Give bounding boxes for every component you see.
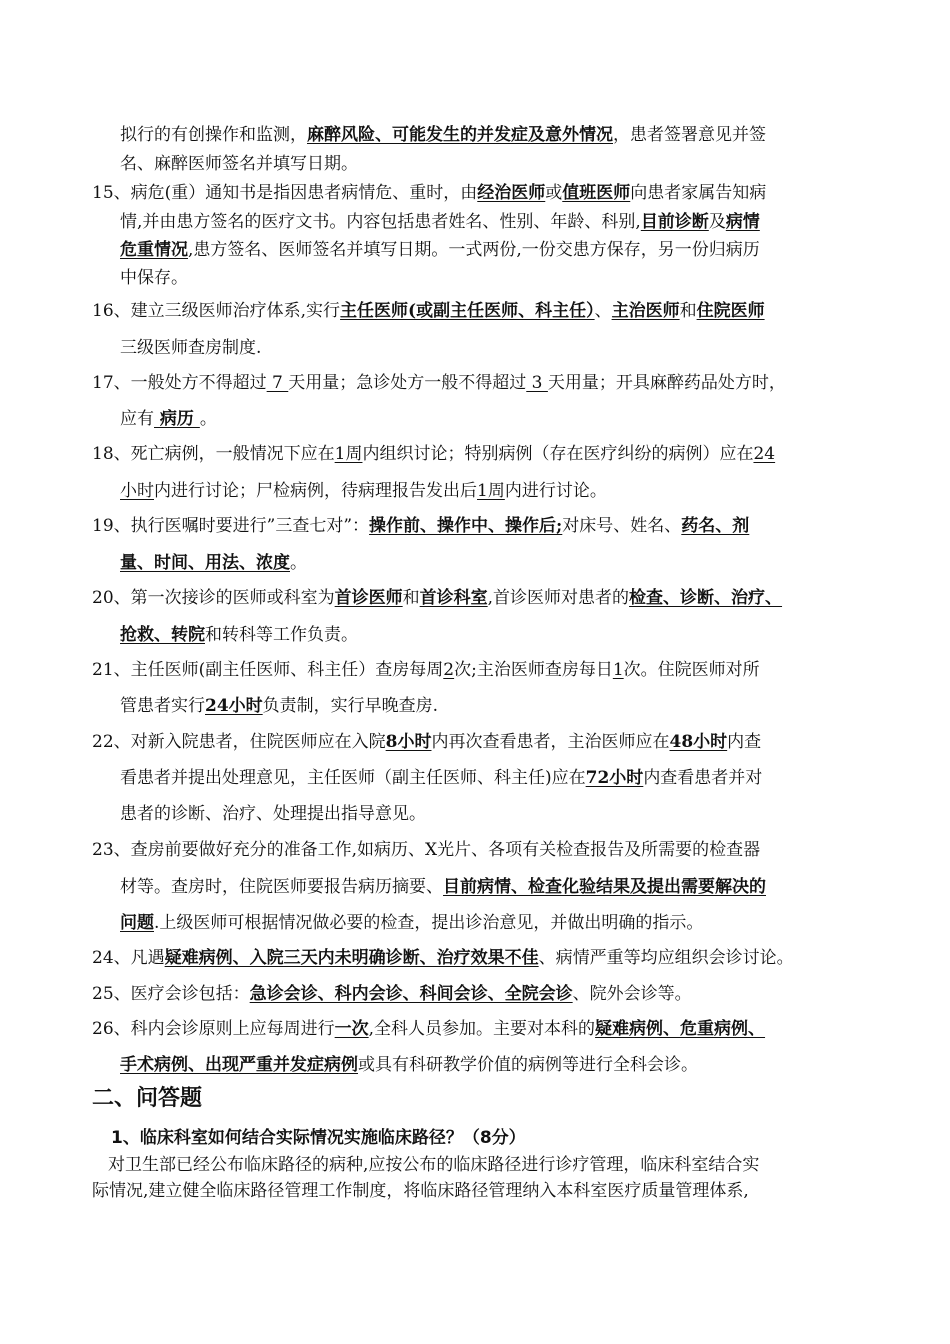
item15-line4: 中保存。 bbox=[120, 268, 188, 288]
item23-line2: 材等。查房时，住院医师要报告病历摘要、目前病情、检查化验结果及提出需要解决的 bbox=[120, 877, 766, 897]
item17-line2: 应有 病历 。 bbox=[120, 409, 217, 429]
keyword: 检查、诊断、治疗、 bbox=[629, 588, 783, 608]
keyword: 主治医师 bbox=[611, 301, 680, 321]
item21-line2: 管患者实行24小时负责制，实行早晚查房. bbox=[120, 696, 439, 716]
item16-line1: 16、建立三级医师治疗体系,实行主任医师(或副主任医师、科主任）、主治医师和住院医师 bbox=[92, 301, 765, 321]
item14-line2: 名、麻醉医师签名并填写日期。 bbox=[120, 154, 358, 174]
blank-value: 3 bbox=[526, 373, 548, 393]
keyword: 1周 bbox=[477, 481, 505, 501]
item15-line2: 情,并由患方签名的医疗文书。内容包括患者姓名、性别、年龄、科别,目前诊断及病情 bbox=[120, 212, 760, 232]
keyword: 住院医师 bbox=[696, 301, 765, 321]
item14-line1: 拟行的有创操作和监测，麻醉风险、可能发生的并发症及意外情况，患者签署意见并签 bbox=[120, 125, 766, 145]
keyword: 2 bbox=[443, 660, 455, 680]
keyword: 8小时 bbox=[385, 732, 432, 752]
item23-line1: 23、查房前要做好充分的准备工作,如病历、X光片、各项有关检查报告及所需要的检查器 bbox=[92, 840, 761, 860]
keyword: 问题 bbox=[120, 913, 154, 933]
item15-line3: 危重情况,患方签名、医师签名并填写日期。一式两份,一份交患方保存，另一份归病历 bbox=[120, 240, 760, 260]
item17-line1: 17、一般处方不得超过 7 天用量；急诊处方一般不得超过 3 天用量；开具麻醉药品处方时， bbox=[92, 373, 786, 393]
section-heading: 二、问答题 bbox=[92, 1086, 203, 1111]
answer-line2: 际情况,建立健全临床路径管理工作制度，将临床路径管理纳入本科室医疗质量管理体系, bbox=[92, 1181, 749, 1201]
keyword: 经治医师 bbox=[477, 183, 546, 203]
keyword: 1周 bbox=[334, 444, 363, 464]
keyword: 疑难病例、危重病例、 bbox=[595, 1019, 766, 1039]
question-title: 1、临床科室如何结合实际情况实施临床路径？（8分） bbox=[111, 1128, 526, 1148]
item23-line3: 问题.上级医师可根据情况做必要的检查，提出诊治意见，并做出明确的指示。 bbox=[120, 913, 704, 933]
item24-line1: 24、凡遇疑难病例、入院三天内未明确诊断、治疗效果不佳、病情严重等均应组织会诊讨论。 bbox=[92, 948, 794, 968]
keyword: 一次 bbox=[334, 1019, 369, 1039]
keyword: 急诊会诊、科内会诊、科间会诊、全院会诊 bbox=[249, 984, 573, 1004]
item18-line2: 小时内进行讨论；尸检病例，待病理报告发出后1周内进行讨论。 bbox=[120, 481, 607, 501]
item22-line2: 看患者并提出处理意见，主任医师（副主任医师、科主任)应在72小时内查看患者并对 bbox=[120, 768, 763, 788]
keyword: 麻醉风险、可能发生的并发症及意外情况 bbox=[307, 125, 613, 145]
keyword: 抢救、转院 bbox=[120, 625, 205, 645]
keyword: 目前病情、检查化验结果及提出需要解决的 bbox=[443, 877, 766, 897]
blank-value: 7 bbox=[266, 373, 289, 393]
item15-line1: 15、病危(重）通知书是指因患者病情危、重时，由经治医师或值班医师向患者家属告知病 bbox=[92, 183, 767, 203]
keyword: 72小时 bbox=[585, 768, 644, 788]
item19-line1: 19、执行医嘱时要进行”三查七对”：操作前、操作中、操作后;对床号、姓名、药名、剂 bbox=[92, 516, 750, 536]
keyword: 危重情况 bbox=[120, 240, 188, 260]
item20-line2: 抢救、转院和转科等工作负责。 bbox=[120, 625, 358, 645]
item26-line2: 手术病例、出现严重并发症病例或具有科研教学价值的病例等进行全科会诊。 bbox=[120, 1055, 698, 1075]
keyword: 首诊医师 bbox=[334, 588, 403, 608]
item18-line1: 18、死亡病例，一般情况下应在1周内组织讨论；特别病例（存在医疗纠纷的病例）应在24 bbox=[92, 444, 776, 464]
keyword: 小时 bbox=[120, 481, 154, 501]
keyword: 疑难病例、入院三天内未明确诊断、治疗效果不佳 bbox=[164, 948, 539, 968]
keyword: 量、时间、用法、浓度 bbox=[120, 553, 290, 573]
keyword: 目前诊断 bbox=[640, 212, 709, 232]
keyword: 药名、剂 bbox=[681, 516, 750, 536]
keyword: 24小时 bbox=[205, 696, 263, 716]
blank-value: 病历 bbox=[154, 409, 200, 429]
keyword: 1 bbox=[612, 660, 624, 680]
answer-line1: 对卫生部已经公布临床路径的病种,应按公布的临床路径进行诊疗管理，临床科室结合实 bbox=[108, 1155, 760, 1175]
keyword: 病情 bbox=[725, 212, 760, 232]
keyword: 操作前、操作中、操作后; bbox=[369, 516, 563, 536]
keyword: 主任医师(或副主任医师、科主任） bbox=[340, 301, 595, 321]
keyword: 48小时 bbox=[669, 732, 728, 752]
keyword: 首诊科室 bbox=[419, 588, 488, 608]
item25-line1: 25、医疗会诊包括：急诊会诊、科内会诊、科间会诊、全院会诊、院外会诊等。 bbox=[92, 984, 692, 1004]
item16-line2: 三级医师查房制度. bbox=[120, 338, 262, 358]
keyword: 值班医师 bbox=[562, 183, 631, 203]
item21-line1: 21、主任医师(副主任医师、科主任）查房每周2次;主治医师查房每日1次。住院医师对所 bbox=[92, 660, 760, 680]
item26-line1: 26、科内会诊原则上应每周进行一次,全科人员参加。主要对本科的疑难病例、危重病例、 bbox=[92, 1019, 766, 1039]
item19-line2: 量、时间、用法、浓度。 bbox=[120, 553, 307, 573]
keyword: 24 bbox=[753, 444, 776, 464]
item22-line3: 患者的诊断、治疗、处理提出指导意见。 bbox=[120, 804, 426, 824]
item22-line1: 22、对新入院患者，住院医师应在入院8小时内再次查看患者，主治医师应在48小时内查 bbox=[92, 732, 762, 752]
item20-line1: 20、第一次接诊的医师或科室为首诊医师和首诊科室,首诊医师对患者的检查、诊断、治疗、 bbox=[92, 588, 783, 608]
keyword: 手术病例、出现严重并发症病例 bbox=[120, 1055, 358, 1075]
